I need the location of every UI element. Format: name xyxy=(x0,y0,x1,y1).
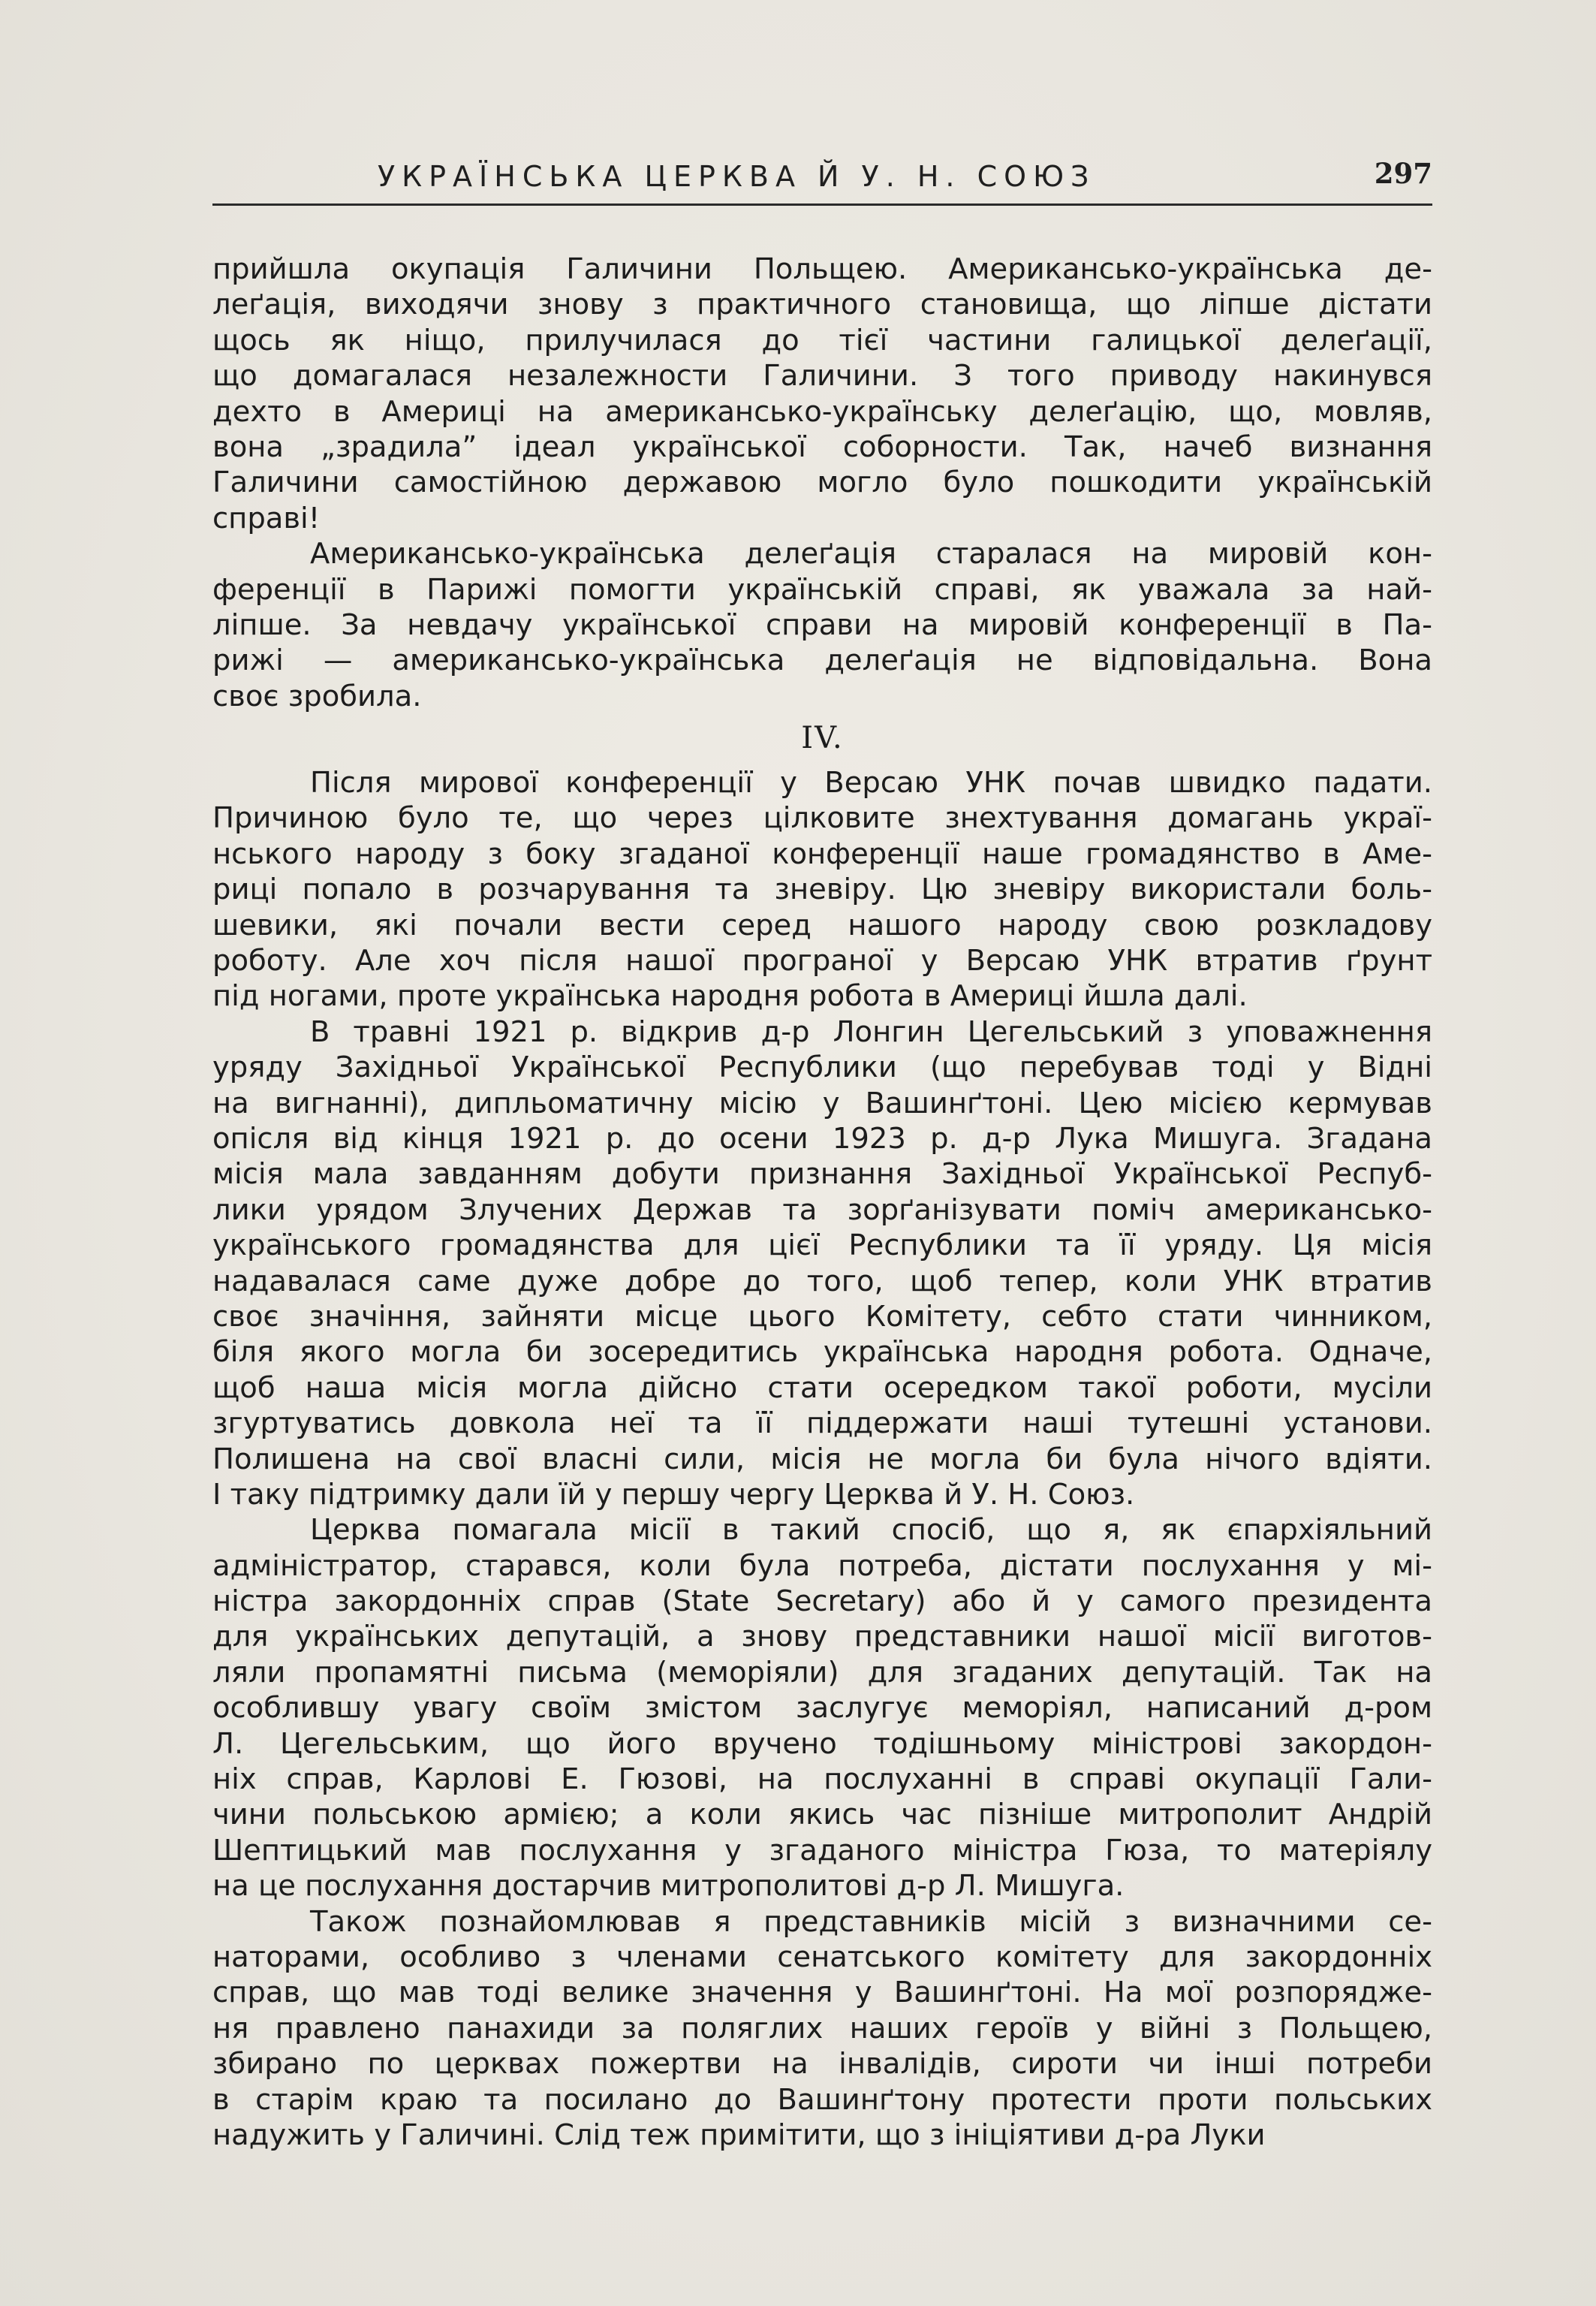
text-line: лики урядом Злучених Держав та зорґанізувати поміч американсько- xyxy=(212,1192,1432,1227)
paragraph xyxy=(212,1904,1432,2154)
text-line: місія мала завданням добути признання Західньої Української Респуб- xyxy=(212,1157,1432,1192)
text-line: Також познайомлював я представників місій з визначними се- xyxy=(310,1904,1432,1939)
text-line: Л. Цегельським, що його вручено тодішньому міністрові закордон- xyxy=(212,1726,1432,1761)
text-line: дехто в Америці на американсько-українську делеґацію, що, мовляв, xyxy=(212,394,1432,429)
paragraph xyxy=(212,765,1432,1014)
text-line: Після мирової конференції у Версаю УНК почав швидко падати. xyxy=(310,766,1432,800)
text-line: для українських депутацій, а знову представники нашої місії виготов- xyxy=(212,1620,1432,1654)
text-line: роботу. Але хоч після нашої програної у Версаю УНК втратив ґрунт xyxy=(212,944,1432,978)
text-line: ністра закордонніх справ (State Secretary) або й у самого президента xyxy=(212,1584,1432,1619)
text-line: леґація, виходячи знову з практичного становища, що ліпше дістати xyxy=(212,288,1432,322)
text-line: опісля від кінця 1921 р. до осени 1923 р. д-р Лука Мишуга. Згадана xyxy=(212,1121,1432,1156)
text-line: рижі — американсько-українська делеґація не відповідальна. Вона xyxy=(212,644,1432,678)
text-line: Шептицький мав послухання у згаданого міністра Гюза, то матеріялу xyxy=(212,1833,1432,1867)
paragraph xyxy=(212,536,1432,714)
text-line: справ, що мав тоді велике значення у Вашинґтоні. На мої розпорядже- xyxy=(212,1976,1432,2010)
text-line: Американсько-українська делеґація старалася на мировій кон- xyxy=(310,537,1432,571)
text-line: надужить у Галичині. Слід теж примітити, що з ініціятиви д-ра Луки xyxy=(212,2118,1266,2152)
text-line: під ногами, проте українська народня робота в Америці йшла далі. xyxy=(212,979,1248,1014)
text-line: адміністратор, старався, коли була потреба, дістати послухання у мі- xyxy=(212,1548,1432,1583)
paragraph xyxy=(212,252,1432,536)
text-line: щоб наша місія могла дійсно стати осередком такої роботи, мусіли xyxy=(212,1370,1432,1405)
text-line: особлившу увагу своїм змістом заслугує меморіял, написаний д-ром xyxy=(212,1691,1432,1726)
text-line: надавалася саме дуже добре до того, щоб тепер, коли УНК втратив xyxy=(212,1264,1432,1298)
text-line: риці попало в розчарування та зневіру. Цю зневіру використали боль- xyxy=(212,873,1432,907)
text-line: ня правлено панахиди за поляглих наших героїв у війні з Польщею, xyxy=(212,2011,1432,2045)
text-line: Галичини самостійною державою могло було пошкодити українській xyxy=(212,466,1432,500)
text-line: згуртуватись довкола неї та її піддержати наші тутешні установи. xyxy=(212,1406,1432,1441)
text-line: Полишена на свої власні сили, місія не могла би була нічого вдіяти. xyxy=(212,1442,1432,1476)
text-line: щось як ніщо, прилучилася до тієї частини галицької делеґації, xyxy=(212,323,1432,357)
text-line: ференції в Парижі помогти українській справі, як уважала за най- xyxy=(212,572,1432,607)
text-line: ляли пропамятні письма (меморіяли) для згаданих депутацій. Так на xyxy=(212,1655,1432,1690)
text-line: ліпше. За невдачу української справи на мировій конференції в Па- xyxy=(212,607,1432,642)
text-line: Причиною було те, що через цілковите знехтування домагань украї- xyxy=(212,801,1432,836)
text-line: біля якого могла би зосередитись українська народня робота. Одначе, xyxy=(212,1335,1432,1370)
text-line: шевики, які почали вести серед нашого народу свою розкладову xyxy=(212,908,1432,942)
text-line: своє значіння, зайняти місце цього Комітету, себто стати чинником, xyxy=(212,1299,1432,1334)
text-line: на вигнанні), дипльоматичну місію у Вашинґтоні. Цею місією кермував xyxy=(212,1086,1432,1120)
text-line: ніх справ, Карлові Е. Гюзові, на послуханні в справі окупації Гали- xyxy=(212,1762,1432,1797)
text-line: своє зробила. xyxy=(212,679,422,713)
page-header xyxy=(212,154,1432,206)
paragraph xyxy=(212,1014,1432,1512)
text-line: українського громадянства для цієї Республики та її уряду. Ця місія xyxy=(212,1228,1432,1263)
section-heading: IV. xyxy=(801,721,844,756)
text-line: В травні 1921 р. відкрив д-р Лонгин Цегельський з уповажнення xyxy=(310,1014,1432,1049)
paragraph xyxy=(212,1512,1432,1904)
text-line: Церква помагала місії в такий спосіб, що я, як єпархіяльний xyxy=(310,1513,1432,1548)
text-line: І таку підтримку дали їй у першу чергу Церква й У. Н. Союз. xyxy=(212,1477,1135,1512)
text-line: збирано по церквах пожертви на інвалідів, сироти чи інші потреби xyxy=(212,2047,1432,2081)
text-line: прийшла окупація Галичини Польщею. Американсько-українська де- xyxy=(212,252,1432,286)
text-line: вона „зрадила” ідеал української соборности. Так, начеб визнання xyxy=(212,430,1432,464)
text-line: в старім краю та посилано до Вашинґтону протести проти польських xyxy=(212,2082,1432,2117)
running-head: УКРАЇНСЬКА ЦЕРКВА Й У. Н. СОЮЗ xyxy=(378,160,1096,193)
text-line: наторами, особливо з членами сенатського комітету для закордонніх xyxy=(212,1940,1432,1974)
body-text xyxy=(212,252,1432,2153)
text-line: чини польською армією; а коли якись час пізніше митрополит Андрій xyxy=(212,1798,1432,1832)
page-number: 297 xyxy=(1374,157,1432,190)
text-line: уряду Західньої Української Республики (що перебував тоді у Відні xyxy=(212,1051,1432,1085)
text-line: на це послухання достарчив митрополитові д-р Л. Мишуга. xyxy=(212,1869,1125,1904)
text-line: справі! xyxy=(212,501,321,535)
text-line: що домагалася незалежности Галичини. З того приводу накинувся xyxy=(212,359,1432,393)
text-line: нського народу з боку згаданої конференції наше громадянство в Аме- xyxy=(212,836,1432,871)
